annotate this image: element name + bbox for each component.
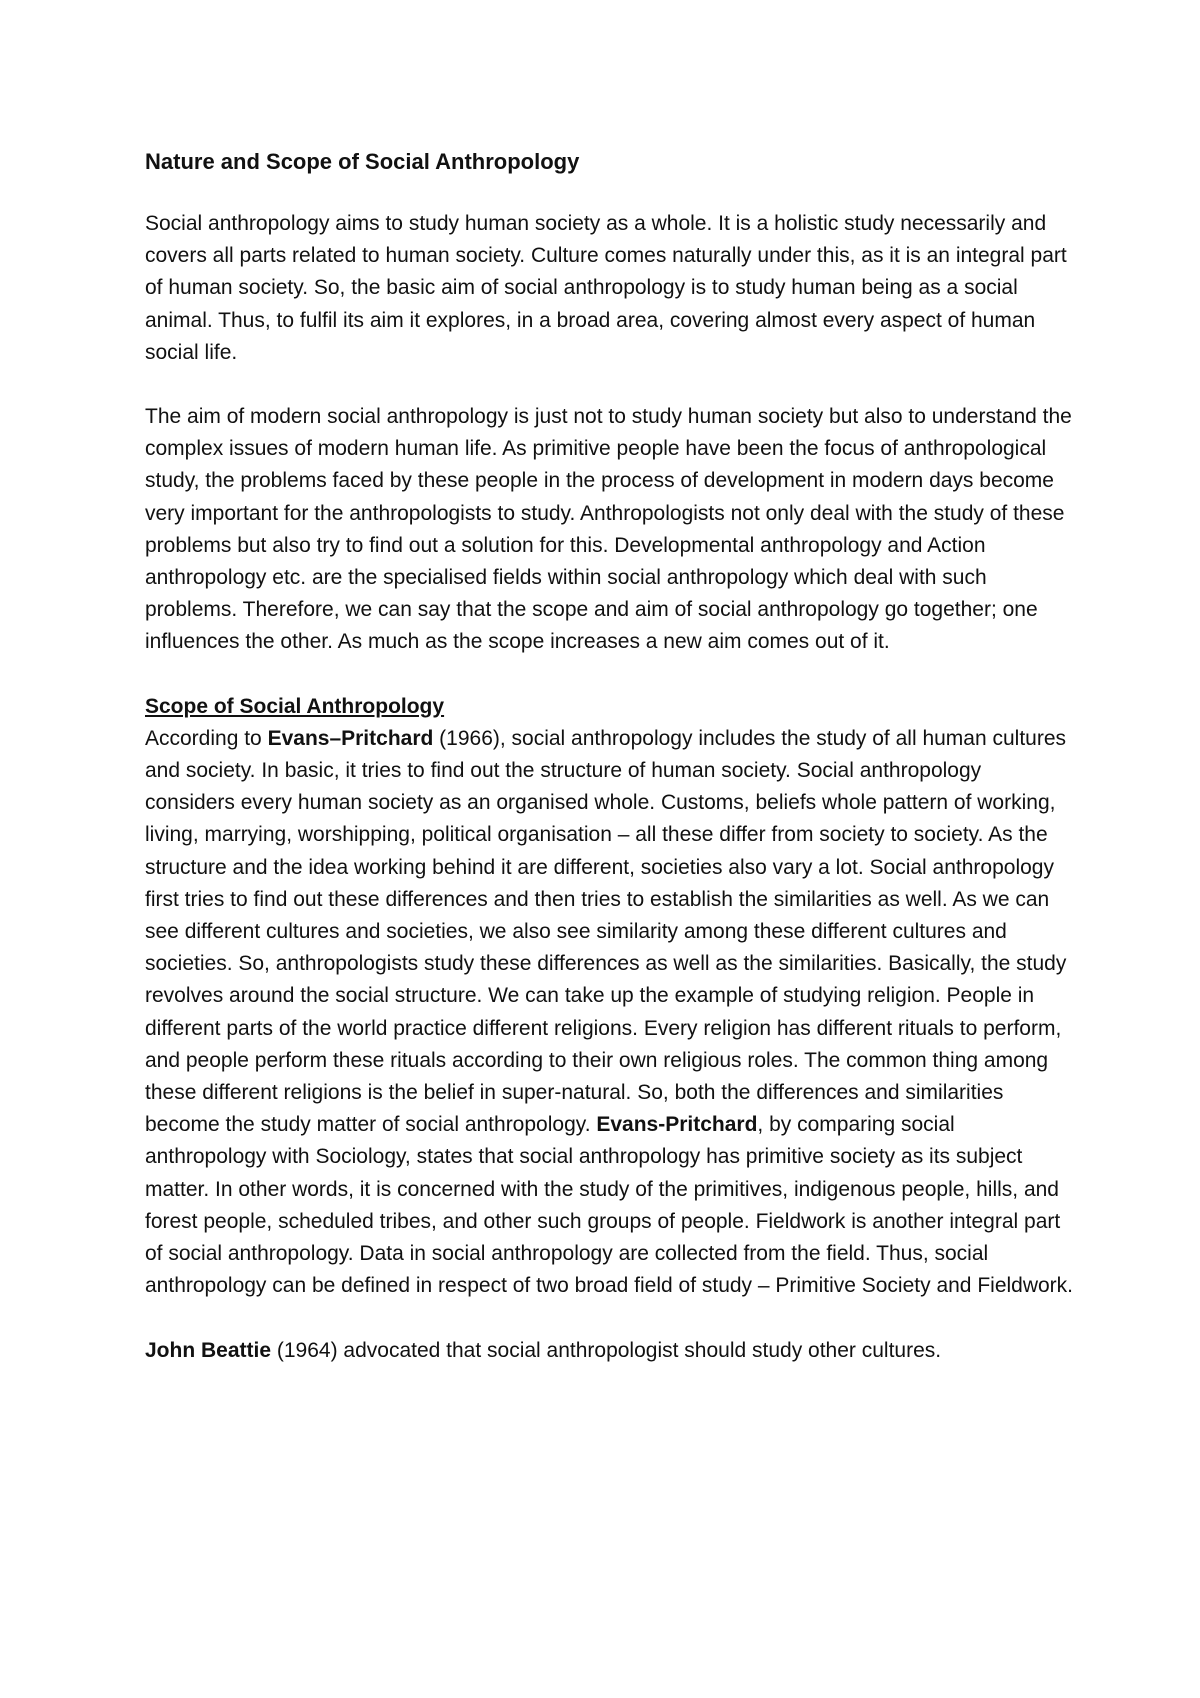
document-page [145, 146, 1075, 1399]
author-name-john-beattie: John Beattie [145, 1338, 272, 1362]
document-title: Nature and Scope of Social Anthropology [145, 149, 580, 174]
text-fragment: (1964) advocated that social anthropologist should study other cultures. [271, 1338, 942, 1362]
paragraph-john-beattie [145, 1335, 1075, 1367]
text-fragment: According to [145, 726, 268, 750]
scope-section [145, 691, 1075, 1367]
section-heading: Scope of Social Anthropology [145, 694, 445, 718]
text-fragment: , by comparing social anthropology with Sociology, states that social anthropology has primitive society as its subject matter. In other words, it is concerned with the study of the primitives, indigenous people, hills, and forest people, scheduled tribes, and other such groups of people. Fieldwork is another integral part of social anthropology. Data in social anthropology are collected from the field. Thus, social anthropology can be defined in respect of two broad field of study – Primitive Society and Fieldwork. [145, 1113, 1074, 1298]
paragraph-evans-pritchard [145, 723, 1075, 1303]
text-fragment: (1966), social anthropology includes the study of all human cultures and society. In basic, it tries to find out the structure of human society. Social anthropology considers every human society as an organised whole. Customs, beliefs whole pattern of working, living, marrying, worshipping, political organisation – all these differ from society to society. As the structure and the idea working behind it are different, societies also vary a lot. Social anthropology first tries to find out these differences and then tries to establish the similarities as well. As we can see different cultures and societies, we also see similarity among these different cultures and societies. So, anthropologists study these differences as well as the similarities. Basically, the study revolves around the social structure. We can take up the example of studying religion. People in different parts of the world practice different religions. Every religion has different rituals to perform, and people perform these rituals according to their own religious roles. The common thing among these different religions is the belief in super-natural. So, both the differences and similarities become the study matter of social anthropology. [145, 726, 1067, 1137]
paragraph-social-anthropology-aims: Social anthropology aims to study human society as a whole. It is a holistic study necessarily and covers all parts related to human society. Culture comes naturally under this, as it is an integral part of human society. So, the basic aim of social anthropology is to study human being as a social animal. Thus, to fulfil its aim it explores, in a broad area, covering almost every aspect of human social life. [145, 212, 1067, 364]
author-name-evans-pritchard-2: Evans-Pritchard [596, 1113, 758, 1137]
author-name-evans-pritchard: Evans–Pritchard [267, 726, 434, 750]
paragraph-modern-social-anthropology: The aim of modern social anthropology is just not to study human society but also to understand the complex issues of modern human life. As primitive people have been the focus of anthropological study, the problems faced by these people in the process of development in modern days become very important for the anthropologists to study. Anthropologists not only deal with the study of these problems but also try to find out a solution for this. Developmental anthropology and Action anthropology etc. are the specialised fields within social anthropology which deal with such problems. Therefore, we can say that the scope and aim of social anthropology go together; one influences the other. As much as the scope increases a new aim comes out of it. [145, 405, 1072, 654]
